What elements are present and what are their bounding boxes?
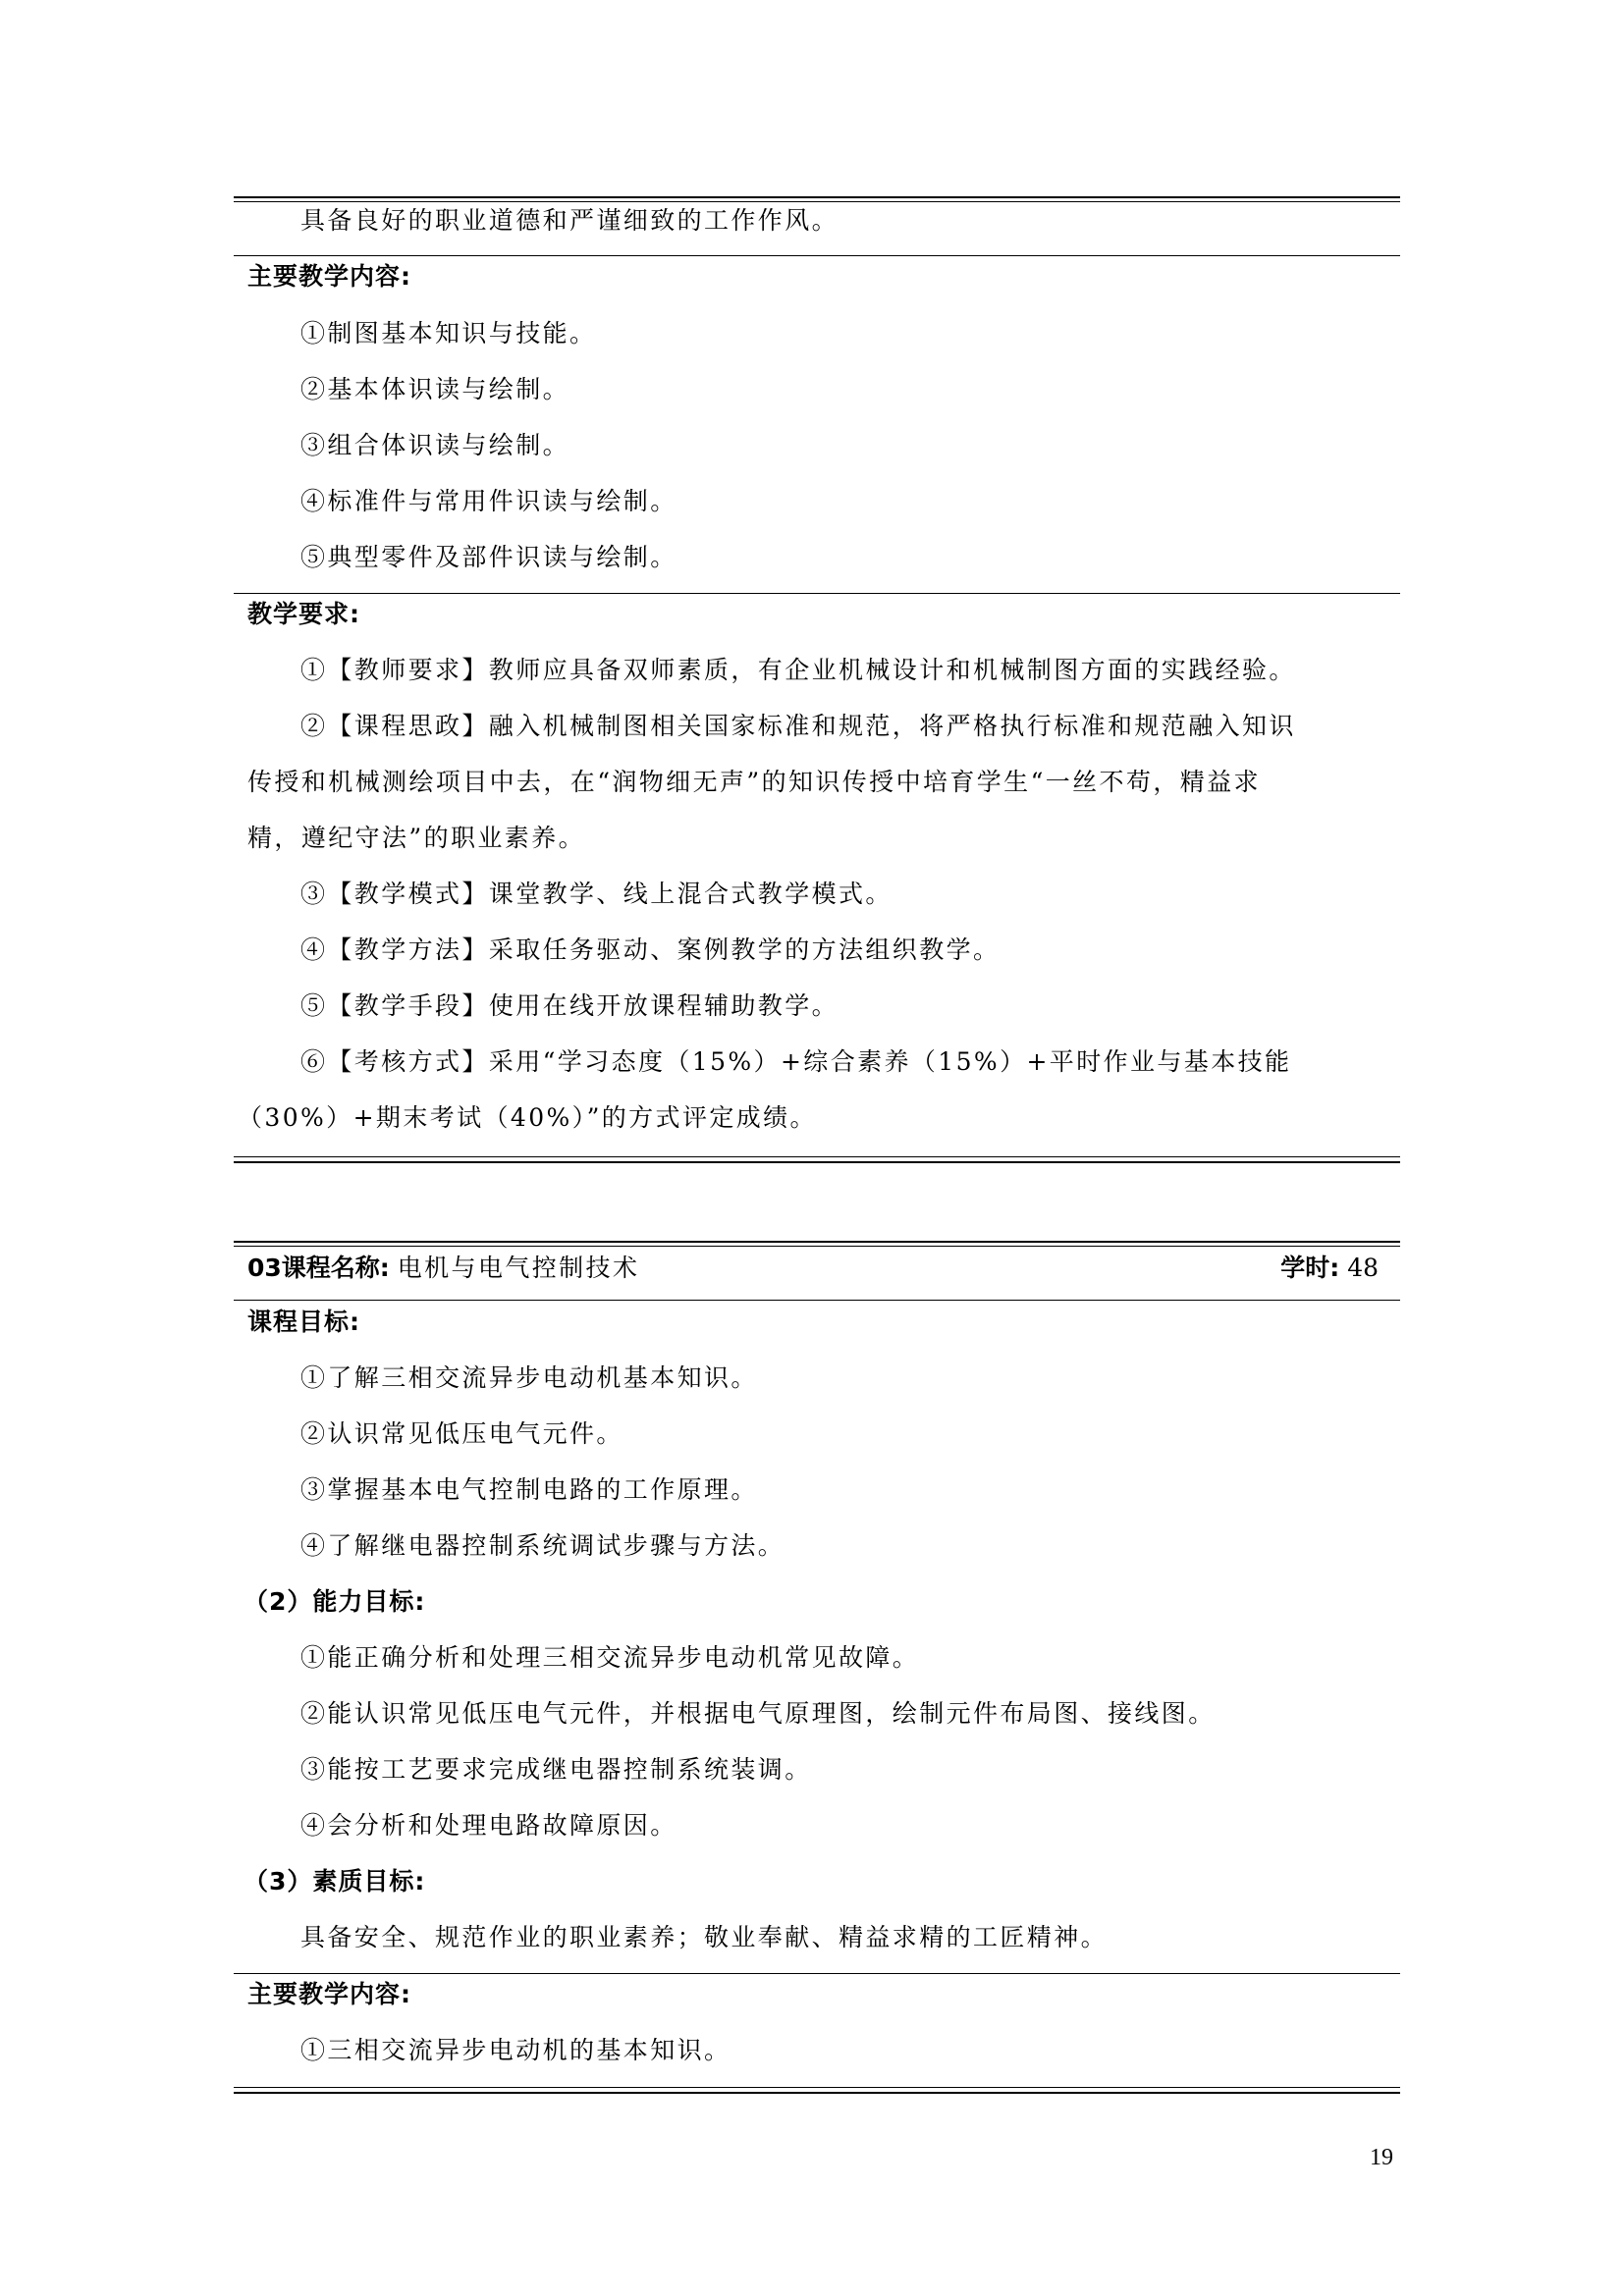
content-item: ③组合体识读与绘制。 — [300, 431, 570, 459]
divider-rule — [234, 1973, 1400, 1974]
top-double-rule — [234, 1241, 1400, 1243]
knowledge-item: ③掌握基本电气控制电路的工作原理。 — [300, 1475, 758, 1504]
requirements-heading: 教学要求: — [247, 600, 360, 628]
quality-text: 具备安全、规范作业的职业素养；敬业奉献、精益求精的工匠精神。 — [300, 1923, 1109, 1951]
bottom-double-rule — [234, 1161, 1400, 1163]
bottom-double-rule — [234, 2092, 1400, 2094]
bottom-double-rule-inner — [234, 1156, 1400, 1157]
requirement-line: ④【教学方法】采取任务驱动、案例教学的方法组织教学。 — [300, 935, 1001, 964]
hours-label: 学时: — [1280, 1254, 1340, 1282]
course-block-03 — [234, 1241, 1400, 2105]
course-block-02-continued — [234, 196, 1400, 1168]
requirement-line: 精，遵纪守法”的职业素养。 — [247, 824, 585, 852]
goal-heading: 课程目标: — [247, 1308, 360, 1336]
course-name: 电机与电气控制技术 — [397, 1254, 640, 1282]
bottom-double-rule-inner — [234, 2087, 1400, 2088]
hours-value: 48 — [1347, 1254, 1379, 1282]
content-heading: 主要教学内容: — [247, 262, 411, 291]
content-item: ①三相交流异步电动机的基本知识。 — [300, 2036, 731, 2064]
ability-item: ②能认识常见低压电气元件，并根据电气原理图，绘制元件布局图、接线图。 — [300, 1699, 1216, 1728]
ability-item: ①能正确分析和处理三相交流异步电动机常见故障。 — [300, 1643, 920, 1672]
content-heading: 主要教学内容: — [247, 1980, 411, 2008]
knowledge-item: ①了解三相交流异步电动机基本知识。 — [300, 1363, 758, 1392]
content-item: ①制图基本知识与技能。 — [300, 319, 597, 347]
content-item: ⑤典型零件及部件识读与绘制。 — [300, 543, 677, 571]
top-double-rule — [234, 196, 1400, 198]
ability-heading-text: （2）能力目标: — [244, 1587, 426, 1616]
top-double-rule-inner — [234, 1246, 1400, 1247]
course-label: 03课程名称: — [247, 1254, 390, 1282]
requirement-line: ①【教师要求】教师应具备双师素质，有企业机械设计和机械制图方面的实践经验。 — [300, 656, 1296, 684]
requirement-line: ⑥【考核方式】采用“学习态度（15%）+综合素养（15%）+平时作业与基本技能 — [300, 1047, 1292, 1076]
requirement-line: ②【课程思政】融入机械制图相关国家标准和规范，将严格执行标准和规范融入知识 — [300, 712, 1296, 740]
divider-rule — [234, 593, 1400, 594]
ability-item: ④会分析和处理电路故障原因。 — [300, 1811, 677, 1840]
knowledge-item: ④了解继电器控制系统调试步骤与方法。 — [300, 1531, 785, 1560]
content-item: ②基本体识读与绘制。 — [300, 375, 570, 403]
requirement-line: ⑤【教学手段】使用在线开放课程辅助教学。 — [300, 991, 839, 1020]
divider-rule — [234, 255, 1400, 256]
quality-heading-text: （3）素质目标: — [244, 1867, 426, 1896]
page-number: 19 — [1370, 2145, 1393, 2170]
knowledge-item: ②认识常见低压电气元件。 — [300, 1419, 623, 1448]
ability-heading — [234, 1582, 1410, 1622]
quality-heading — [234, 1862, 1410, 1901]
requirement-line: 传授和机械测绘项目中去，在“润物细无声”的知识传授中培育学生“一丝不苟，精益求 — [247, 768, 1261, 796]
divider-rule — [234, 1300, 1400, 1301]
requirement-line: ③【教学模式】课堂教学、线上混合式教学模式。 — [300, 880, 893, 908]
ability-item: ③能按工艺要求完成继电器控制系统装调。 — [300, 1755, 812, 1784]
content-item: ④标准件与常用件识读与绘制。 — [300, 487, 677, 515]
ethics-line: 具备良好的职业道德和严谨细致的工作作风。 — [300, 206, 839, 235]
requirement-line: （30%）+期末考试（40%）”的方式评定成绩。 — [238, 1103, 817, 1132]
